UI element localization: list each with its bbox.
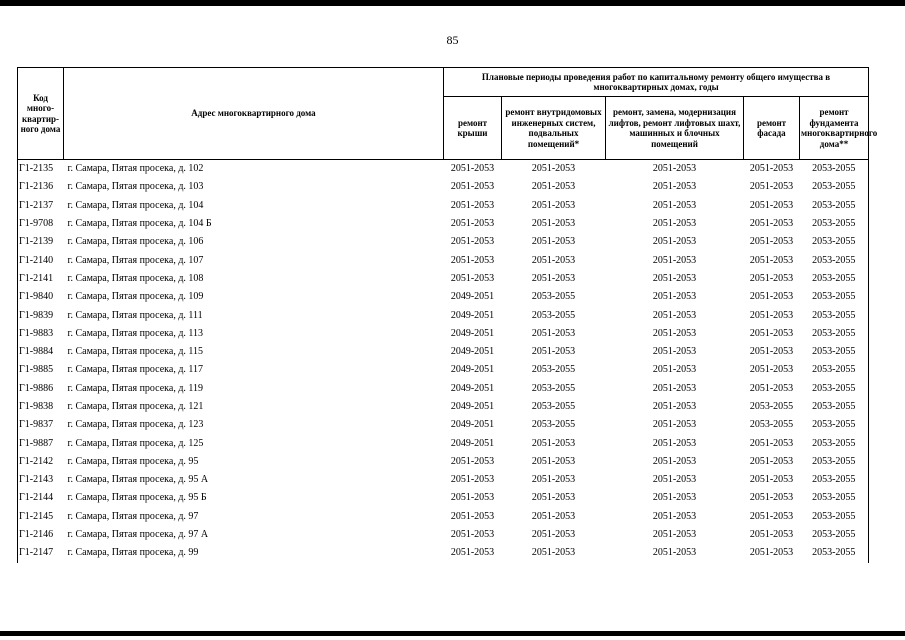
cell-systems: 2051-2053 [531,346,576,358]
cell-systems: 2053-2055 [531,401,576,412]
cell-address: г. Самара, Пятая просека, д. 111 [67,309,203,321]
cell-systems: 2051-2053 [531,236,576,248]
cell-systems: 2051-2053 [531,199,576,211]
cell-facade: 2051-2053 [749,382,794,394]
cell-foundation: 2053-2055 [800,489,869,507]
cell-facade: 2051-2053 [749,218,794,230]
cell-address: г. Самара, Пятая просека, д. 97 [67,510,199,522]
cell-facade: 2051-2053 [749,272,794,284]
cell-foundation: 2053-2055 [800,508,869,526]
page-top-border [0,0,905,6]
cell-systems: 2051-2053 [531,254,576,266]
cell-lifts: 2051-2053 [652,474,697,486]
header-lifts: ремонт, замена, модернизация лифтов, ремонт лифтовых шахт, машинных и блочных помещений [606,97,744,160]
table-row [18,471,869,489]
table-row [18,398,869,416]
cell-code: Г1-9886 [18,380,64,398]
table-row [18,233,869,251]
cell-roof: 2051-2053 [450,236,495,248]
cell-systems: 2051-2053 [531,474,576,486]
cell-roof: 2049-2051 [450,437,495,449]
cell-systems: 2051-2053 [531,529,576,541]
cell-facade: 2051-2053 [749,254,794,266]
cell-facade: 2051-2053 [749,547,794,559]
cell-facade: 2051-2053 [749,455,794,467]
cell-code: Г1-2141 [18,270,64,288]
cell-code: Г1-9839 [18,306,64,324]
cell-foundation: 2053-2055 [800,233,869,251]
header-facade: ремонт фасада [744,97,800,160]
cell-foundation: 2053-2055 [800,197,869,215]
cell-systems: 2051-2053 [531,163,576,175]
cell-roof: 2051-2053 [450,163,495,175]
cell-facade: 2051-2053 [749,437,794,449]
cell-systems: 2053-2055 [531,382,576,394]
cell-facade: 2051-2053 [749,163,794,175]
cell-facade: 2051-2053 [749,236,794,248]
cell-systems: 2051-2053 [531,327,576,339]
table-row [18,306,869,324]
cell-code: Г1-2136 [18,178,64,196]
cell-roof: 2051-2053 [450,510,495,522]
cell-code: Г1-9838 [18,398,64,416]
table-row [18,361,869,379]
header-periods-group: Плановые периоды проведения работ по капитальному ремонту общего имущества в многоквартирных домах, годы [444,68,869,97]
cell-roof: 2051-2053 [450,529,495,541]
cell-address: г. Самара, Пятая просека, д. 97 А [67,529,209,541]
header-code: Код много-квартир-ного дома [18,68,64,160]
cell-foundation: 2053-2055 [800,453,869,471]
cell-roof: 2051-2053 [450,455,495,467]
page-number: 85 [446,33,459,47]
cell-facade: 2051-2053 [749,364,794,376]
cell-foundation: 2053-2055 [800,526,869,544]
cell-lifts: 2051-2053 [652,455,697,467]
cell-facade: 2051-2053 [749,474,794,486]
table-row [18,453,869,471]
repair-schedule-table [17,67,878,563]
table-row [18,197,869,215]
cell-roof: 2049-2051 [450,346,495,358]
cell-systems: 2053-2055 [531,291,576,303]
cell-foundation: 2053-2055 [800,251,869,269]
cell-lifts: 2051-2053 [652,492,697,504]
cell-roof: 2051-2053 [450,181,495,193]
cell-lifts: 2051-2053 [652,272,697,284]
cell-foundation: 2053-2055 [800,306,869,324]
cell-foundation: 2053-2055 [800,398,869,416]
cell-address: г. Самара, Пятая просека, д. 95 Б [67,492,207,504]
cell-code: Г1-2143 [18,471,64,489]
header-roof: ремонт крыши [444,97,502,160]
cell-code: Г1-2144 [18,489,64,507]
cell-systems: 2051-2053 [531,510,576,522]
cell-systems: 2051-2053 [531,455,576,467]
table-row [18,434,869,452]
cell-address: г. Самара, Пятая просека, д. 103 [67,181,204,193]
cell-code: Г1-2146 [18,526,64,544]
cell-roof: 2049-2051 [450,327,495,339]
cell-facade: 2051-2053 [749,327,794,339]
cell-facade: 2051-2053 [749,181,794,193]
cell-lifts: 2051-2053 [652,346,697,358]
cell-address: г. Самара, Пятая просека, д. 95 [67,455,199,467]
cell-roof: 2051-2053 [450,254,495,266]
table-row [18,270,869,288]
cell-roof: 2049-2051 [450,401,495,412]
cell-address: г. Самара, Пятая просека, д. 104 Б [67,218,212,230]
cell-foundation: 2053-2055 [800,270,869,288]
cell-lifts: 2051-2053 [652,437,697,449]
cell-address: г. Самара, Пятая просека, д. 123 [67,419,204,431]
cell-foundation: 2053-2055 [800,288,869,306]
cell-facade: 2053-2055 [749,401,794,412]
table-row [18,343,869,361]
cell-address: г. Самара, Пятая просека, д. 115 [67,346,204,358]
cell-roof: 2049-2051 [450,419,495,431]
cell-address: г. Самара, Пятая просека, д. 102 [67,163,204,175]
cell-address: г. Самара, Пятая просека, д. 99 [67,547,199,559]
table-row [18,544,869,562]
cell-address: г. Самара, Пятая просека, д. 107 [67,254,204,266]
table-row [18,489,869,507]
cell-lifts: 2051-2053 [652,218,697,230]
table-row [18,215,869,233]
table-row [18,251,869,269]
cell-lifts: 2051-2053 [652,529,697,541]
table-row [18,508,869,526]
cell-systems: 2051-2053 [531,492,576,504]
cell-systems: 2051-2053 [531,181,576,193]
cell-address: г. Самара, Пятая просека, д. 117 [67,364,204,376]
cell-roof: 2051-2053 [450,272,495,284]
cell-lifts: 2051-2053 [652,254,697,266]
cell-address: г. Самара, Пятая просека, д. 109 [67,291,204,303]
cell-code: Г1-9708 [18,215,64,233]
cell-lifts: 2051-2053 [652,163,697,175]
cell-roof: 2051-2053 [450,547,495,559]
cell-facade: 2051-2053 [749,346,794,358]
cell-systems: 2051-2053 [531,218,576,230]
cell-systems: 2051-2053 [531,272,576,284]
cell-foundation: 2053-2055 [800,471,869,489]
cell-facade: 2051-2053 [749,510,794,522]
cell-lifts: 2051-2053 [652,547,697,559]
cell-systems: 2053-2055 [531,419,576,431]
cell-facade: 2051-2053 [749,291,794,303]
cell-foundation: 2053-2055 [800,434,869,452]
cell-code: Г1-2147 [18,544,64,562]
cell-roof: 2051-2053 [450,218,495,230]
cell-foundation: 2053-2055 [800,325,869,343]
cell-code: Г1-2139 [18,233,64,251]
cell-code: Г1-9883 [18,325,64,343]
page-bottom-border [0,631,905,636]
header-address: Адрес многоквартирного дома [64,68,444,160]
cell-foundation: 2053-2055 [800,343,869,361]
header-systems: ремонт внутридомовых инженерных систем, подвальных помещений* [502,97,606,160]
cell-code: Г1-9884 [18,343,64,361]
cell-roof: 2051-2053 [450,199,495,211]
cell-lifts: 2051-2053 [652,181,697,193]
cell-roof: 2051-2053 [450,492,495,504]
cell-facade: 2051-2053 [749,309,794,321]
cell-facade: 2051-2053 [749,492,794,504]
cell-lifts: 2051-2053 [652,327,697,339]
cell-lifts: 2051-2053 [652,199,697,211]
cell-foundation: 2053-2055 [800,178,869,196]
cell-code: Г1-2142 [18,453,64,471]
cell-code: Г1-2145 [18,508,64,526]
cell-systems: 2053-2055 [531,309,576,321]
cell-lifts: 2051-2053 [652,309,697,321]
cell-facade: 2051-2053 [749,529,794,541]
cell-systems: 2051-2053 [531,437,576,449]
cell-code: Г1-2140 [18,251,64,269]
cell-lifts: 2051-2053 [652,382,697,394]
cell-systems: 2051-2053 [531,547,576,559]
table-row [18,526,869,544]
cell-facade: 2051-2053 [749,199,794,211]
cell-systems: 2053-2055 [531,364,576,376]
table-row [18,416,869,434]
cell-code: Г1-9837 [18,416,64,434]
cell-roof: 2049-2051 [450,291,495,303]
cell-address: г. Самара, Пятая просека, д. 95 А [67,474,209,486]
cell-lifts: 2051-2053 [652,419,697,431]
cell-code: Г1-2135 [18,160,64,179]
cell-roof: 2049-2051 [450,364,495,376]
cell-address: г. Самара, Пятая просека, д. 125 [67,437,204,449]
table-row [18,160,869,179]
cell-foundation: 2053-2055 [800,416,869,434]
cell-lifts: 2051-2053 [652,291,697,303]
cell-code: Г1-9840 [18,288,64,306]
table-row [18,178,869,196]
cell-address: г. Самара, Пятая просека, д. 119 [67,382,204,394]
cell-address: г. Самара, Пятая просека, д. 106 [67,236,204,248]
cell-lifts: 2051-2053 [652,510,697,522]
cell-lifts: 2051-2053 [652,401,697,412]
cell-lifts: 2051-2053 [652,236,697,248]
table-row [18,380,869,398]
cell-facade: 2053-2055 [749,419,794,431]
cell-address: г. Самара, Пятая просека, д. 121 [67,401,204,412]
cell-address: г. Самара, Пятая просека, д. 113 [67,327,204,339]
cell-foundation: 2053-2055 [800,215,869,233]
cell-code: Г1-9887 [18,434,64,452]
cell-foundation: 2053-2055 [800,361,869,379]
cell-lifts: 2051-2053 [652,364,697,376]
table-row [18,325,869,343]
cell-roof: 2049-2051 [450,309,495,321]
cell-roof: 2051-2053 [450,474,495,486]
cell-address: г. Самара, Пятая просека, д. 104 [67,199,204,211]
cell-address: г. Самара, Пятая просека, д. 108 [67,272,204,284]
cell-code: Г1-2137 [18,197,64,215]
header-foundation: ремонт фундамента многоквартирного дома** [800,97,869,160]
cell-foundation: 2053-2055 [800,160,869,179]
cell-roof: 2049-2051 [450,382,495,394]
cell-foundation: 2053-2055 [800,544,869,562]
cell-code: Г1-9885 [18,361,64,379]
table-row [18,288,869,306]
cell-foundation: 2053-2055 [800,380,869,398]
